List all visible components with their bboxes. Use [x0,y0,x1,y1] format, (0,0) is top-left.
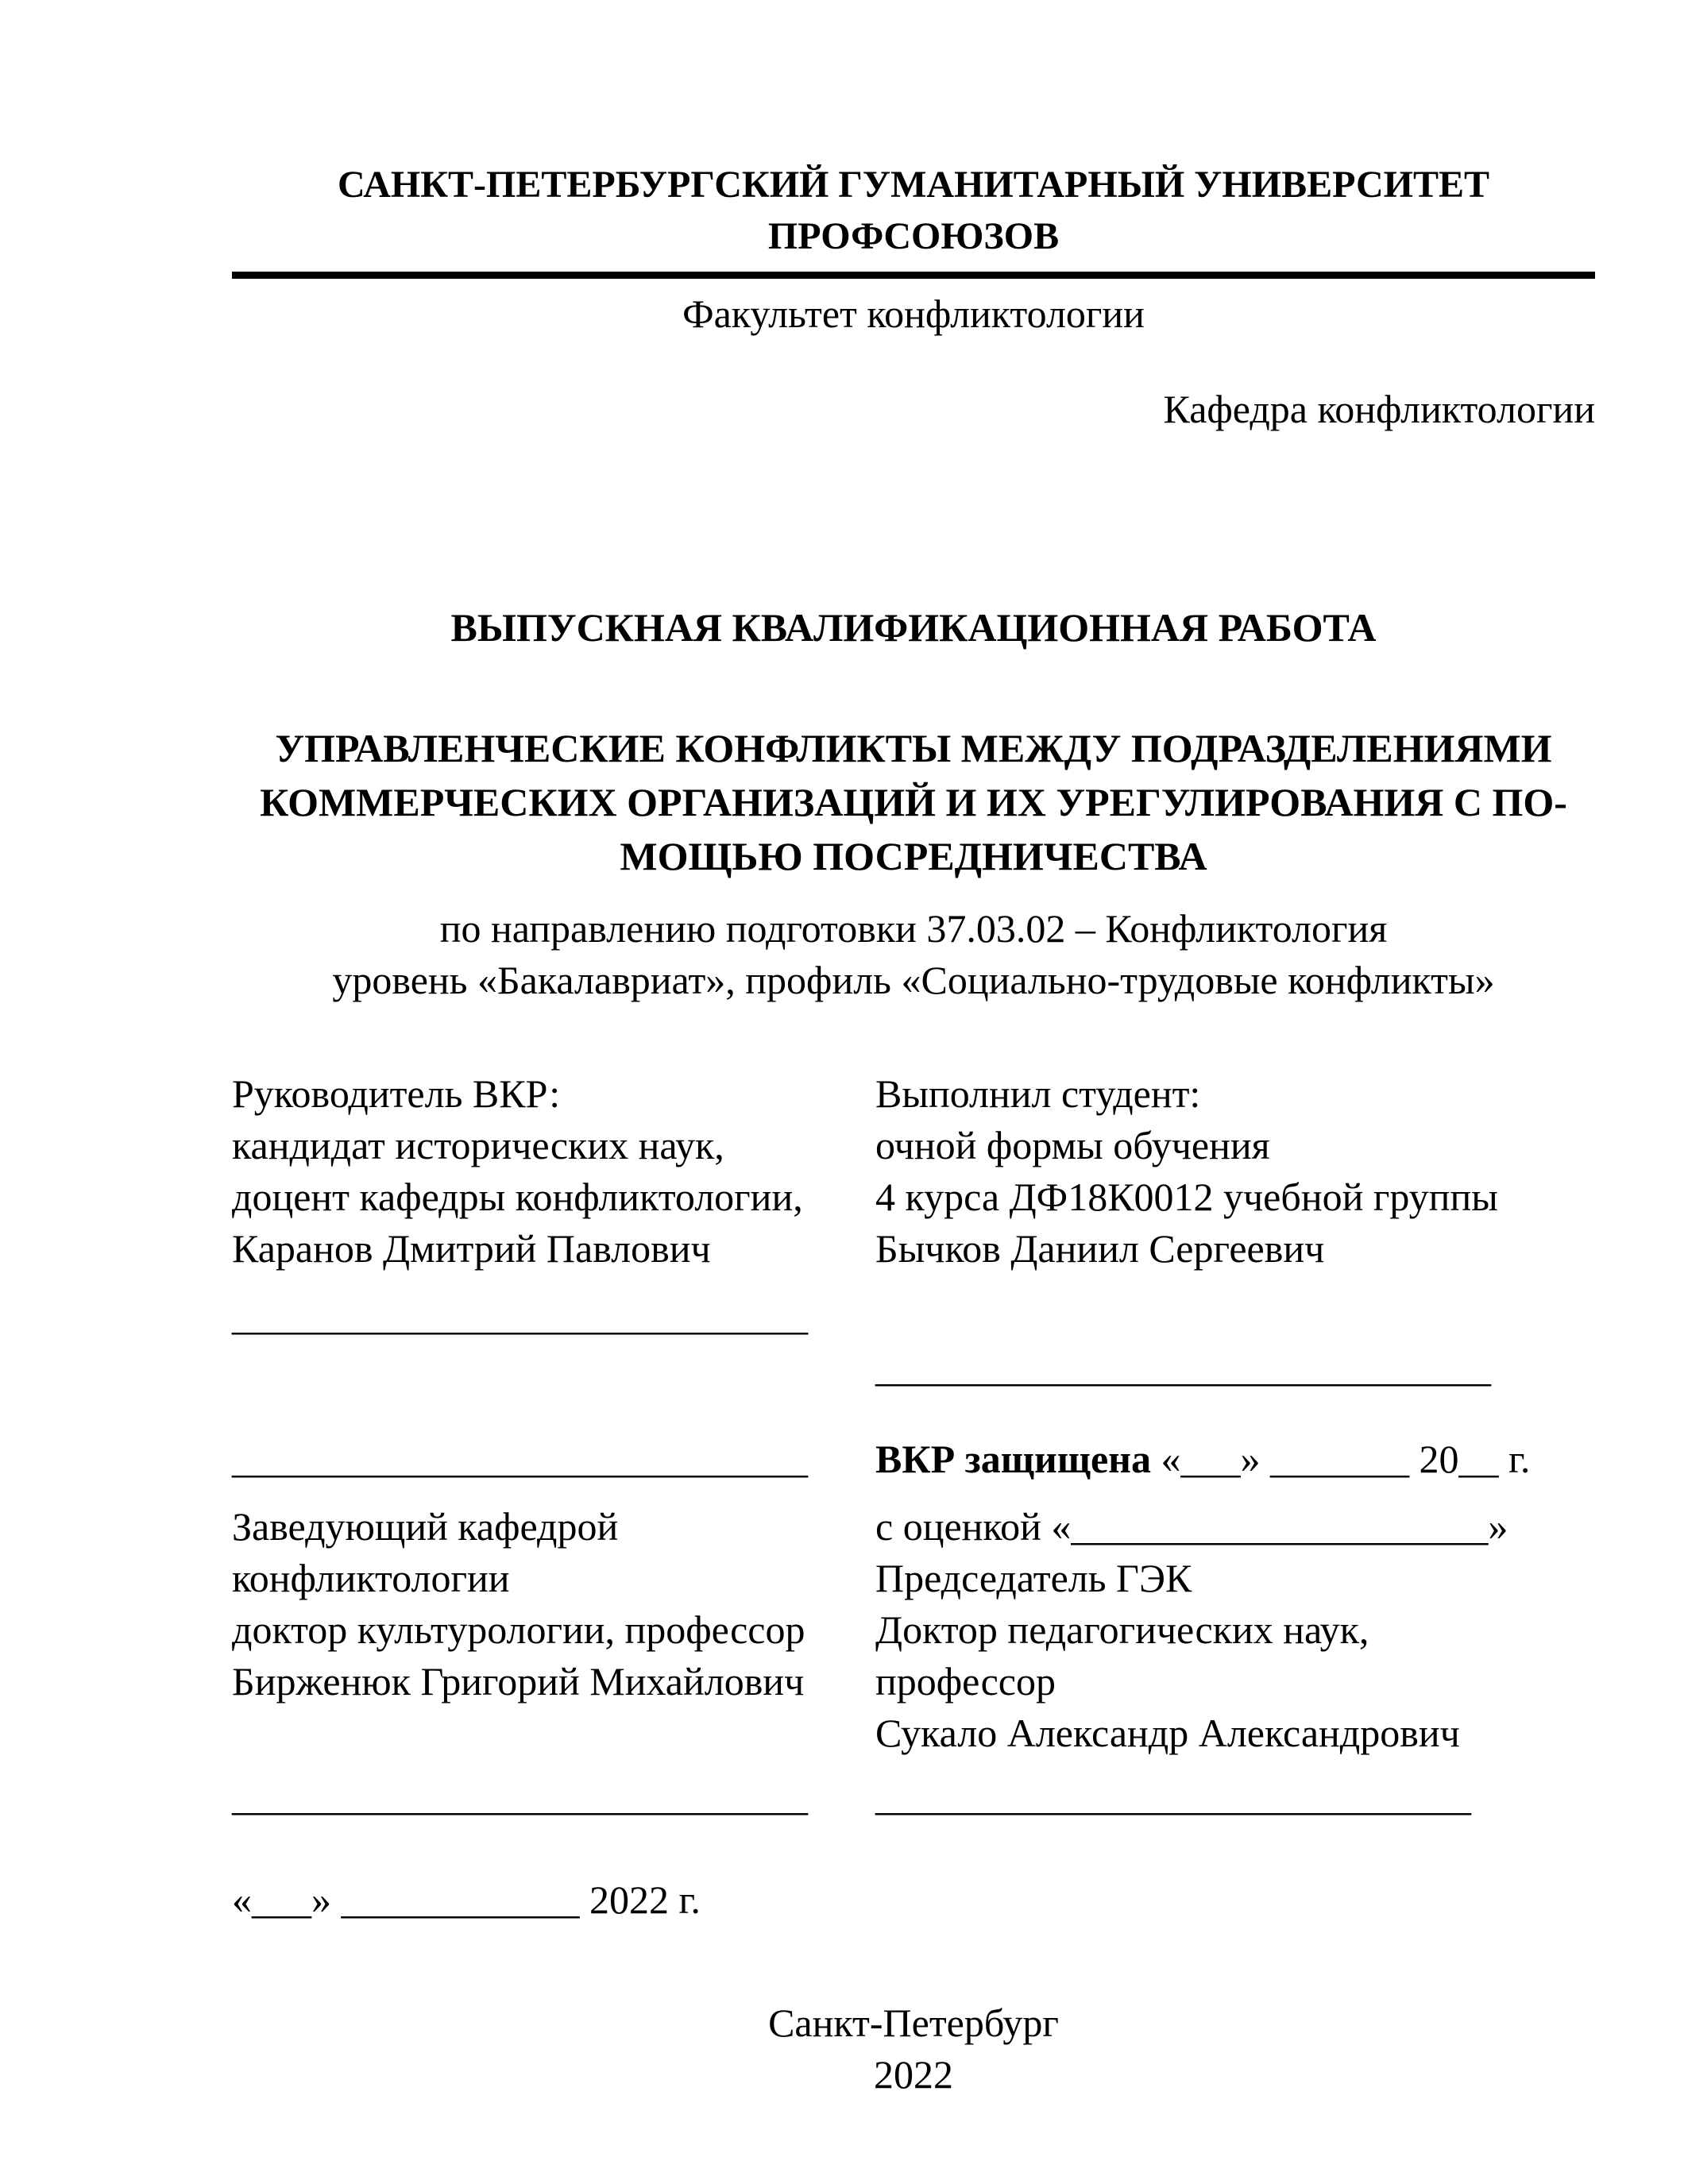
dept-head-date-line: «___» ____________ 2022 г. [232,1877,701,1922]
supervisor-name: Каранов Дмитрий Павлович [232,1226,711,1271]
spacer [232,1342,875,1433]
dept-head-title-line-1: Заведующий кафедрой [232,1504,619,1549]
supervisor-signature-line-2: _____________________________ [232,1437,808,1481]
spacer [875,1275,1595,1342]
dept-head-signature-line: _____________________________ [232,1774,808,1819]
level-profile-line: уровень «Бакалавриат», профиль «Социально-трудовые конфликты» [332,958,1495,1002]
chairman-degree: Доктор педагогических наук, [875,1607,1369,1652]
spacer [232,1275,875,1291]
year-line: 2022 [874,2052,953,2097]
chairman-signature-line: ______________________________ [875,1774,1471,1819]
left-column [232,1068,875,1926]
right-column [875,1068,1595,1926]
signatories-columns [232,1068,1595,1926]
faculty-name: Факультет конфликтологии [682,291,1145,336]
thesis-title-line-3: МОЩЬЮ ПОСРЕДНИЧЕСТВА [620,834,1207,878]
spacer [232,1485,875,1501]
defense-grade-line: с оценкой «_____________________» [875,1504,1508,1549]
university-name: САНКТ-ПЕТЕРБУРГСКИЙ ГУМАНИТАРНЫЙ УНИВЕРСИТЕТ ПРОФСОЮЗОВ [232,159,1595,279]
student-signature-line: _______________________________ [875,1345,1491,1390]
department-name: Кафедра конфликтологии [1163,387,1595,431]
chairman-name: Сукало Александр Александрович [875,1711,1460,1755]
spacer [875,1485,1595,1501]
spacer [875,1759,1595,1771]
supervisor-signature-line: _____________________________ [232,1294,808,1338]
defense-label: ВКР защищена [875,1437,1151,1481]
student-label: Выполнил студент: [875,1071,1201,1116]
student-study-form: очной формы обучения [875,1123,1270,1167]
direction-line: по направлению подготовки 37.03.02 – Конфликтология [439,906,1388,951]
thesis-title-line-2: КОММЕРЧЕСКИХ ОРГАНИЗАЦИЙ И ИХ УРЕГУЛИРОВАНИЯ С ПО- [260,780,1567,824]
spacer [232,1707,875,1771]
chairman-label: Председатель ГЭК [875,1556,1192,1600]
defense-date-line [875,1433,1595,1485]
direction-block [232,903,1595,1006]
city-line: Санкт-Петербург [768,2001,1059,2045]
dept-head-degree: доктор культурологии, профессор [232,1607,805,1652]
thesis-title [232,721,1595,883]
supervisor-position: доцент кафедры конфликтологии, [232,1175,803,1219]
dept-head-title-line-2: конфликтологии [232,1556,510,1600]
footer [232,1997,1595,2101]
thesis-title-line-1: УПРАВЛЕНЧЕСКИЕ КОНФЛИКТЫ МЕЖДУ ПОДРАЗДЕЛЕНИЯМИ [275,726,1552,770]
supervisor-label: Руководитель ВКР: [232,1071,561,1116]
defense-date-blanks: «___» _______ 20__ г. [1150,1437,1531,1481]
supervisor-degree: кандидат исторических наук, [232,1123,724,1167]
spacer [232,1823,875,1874]
work-type-heading: ВЫПУСКНАЯ КВАЛИФИКАЦИОННАЯ РАБОТА [450,605,1377,650]
student-group: 4 курса ДФ18К0012 учебной группы [875,1175,1498,1219]
dept-head-name: Бирженюк Григорий Михайлович [232,1659,805,1704]
spacer [875,1394,1595,1433]
chairman-position: профессор [875,1659,1056,1704]
student-name: Бычков Даниил Сергеевич [875,1226,1325,1271]
